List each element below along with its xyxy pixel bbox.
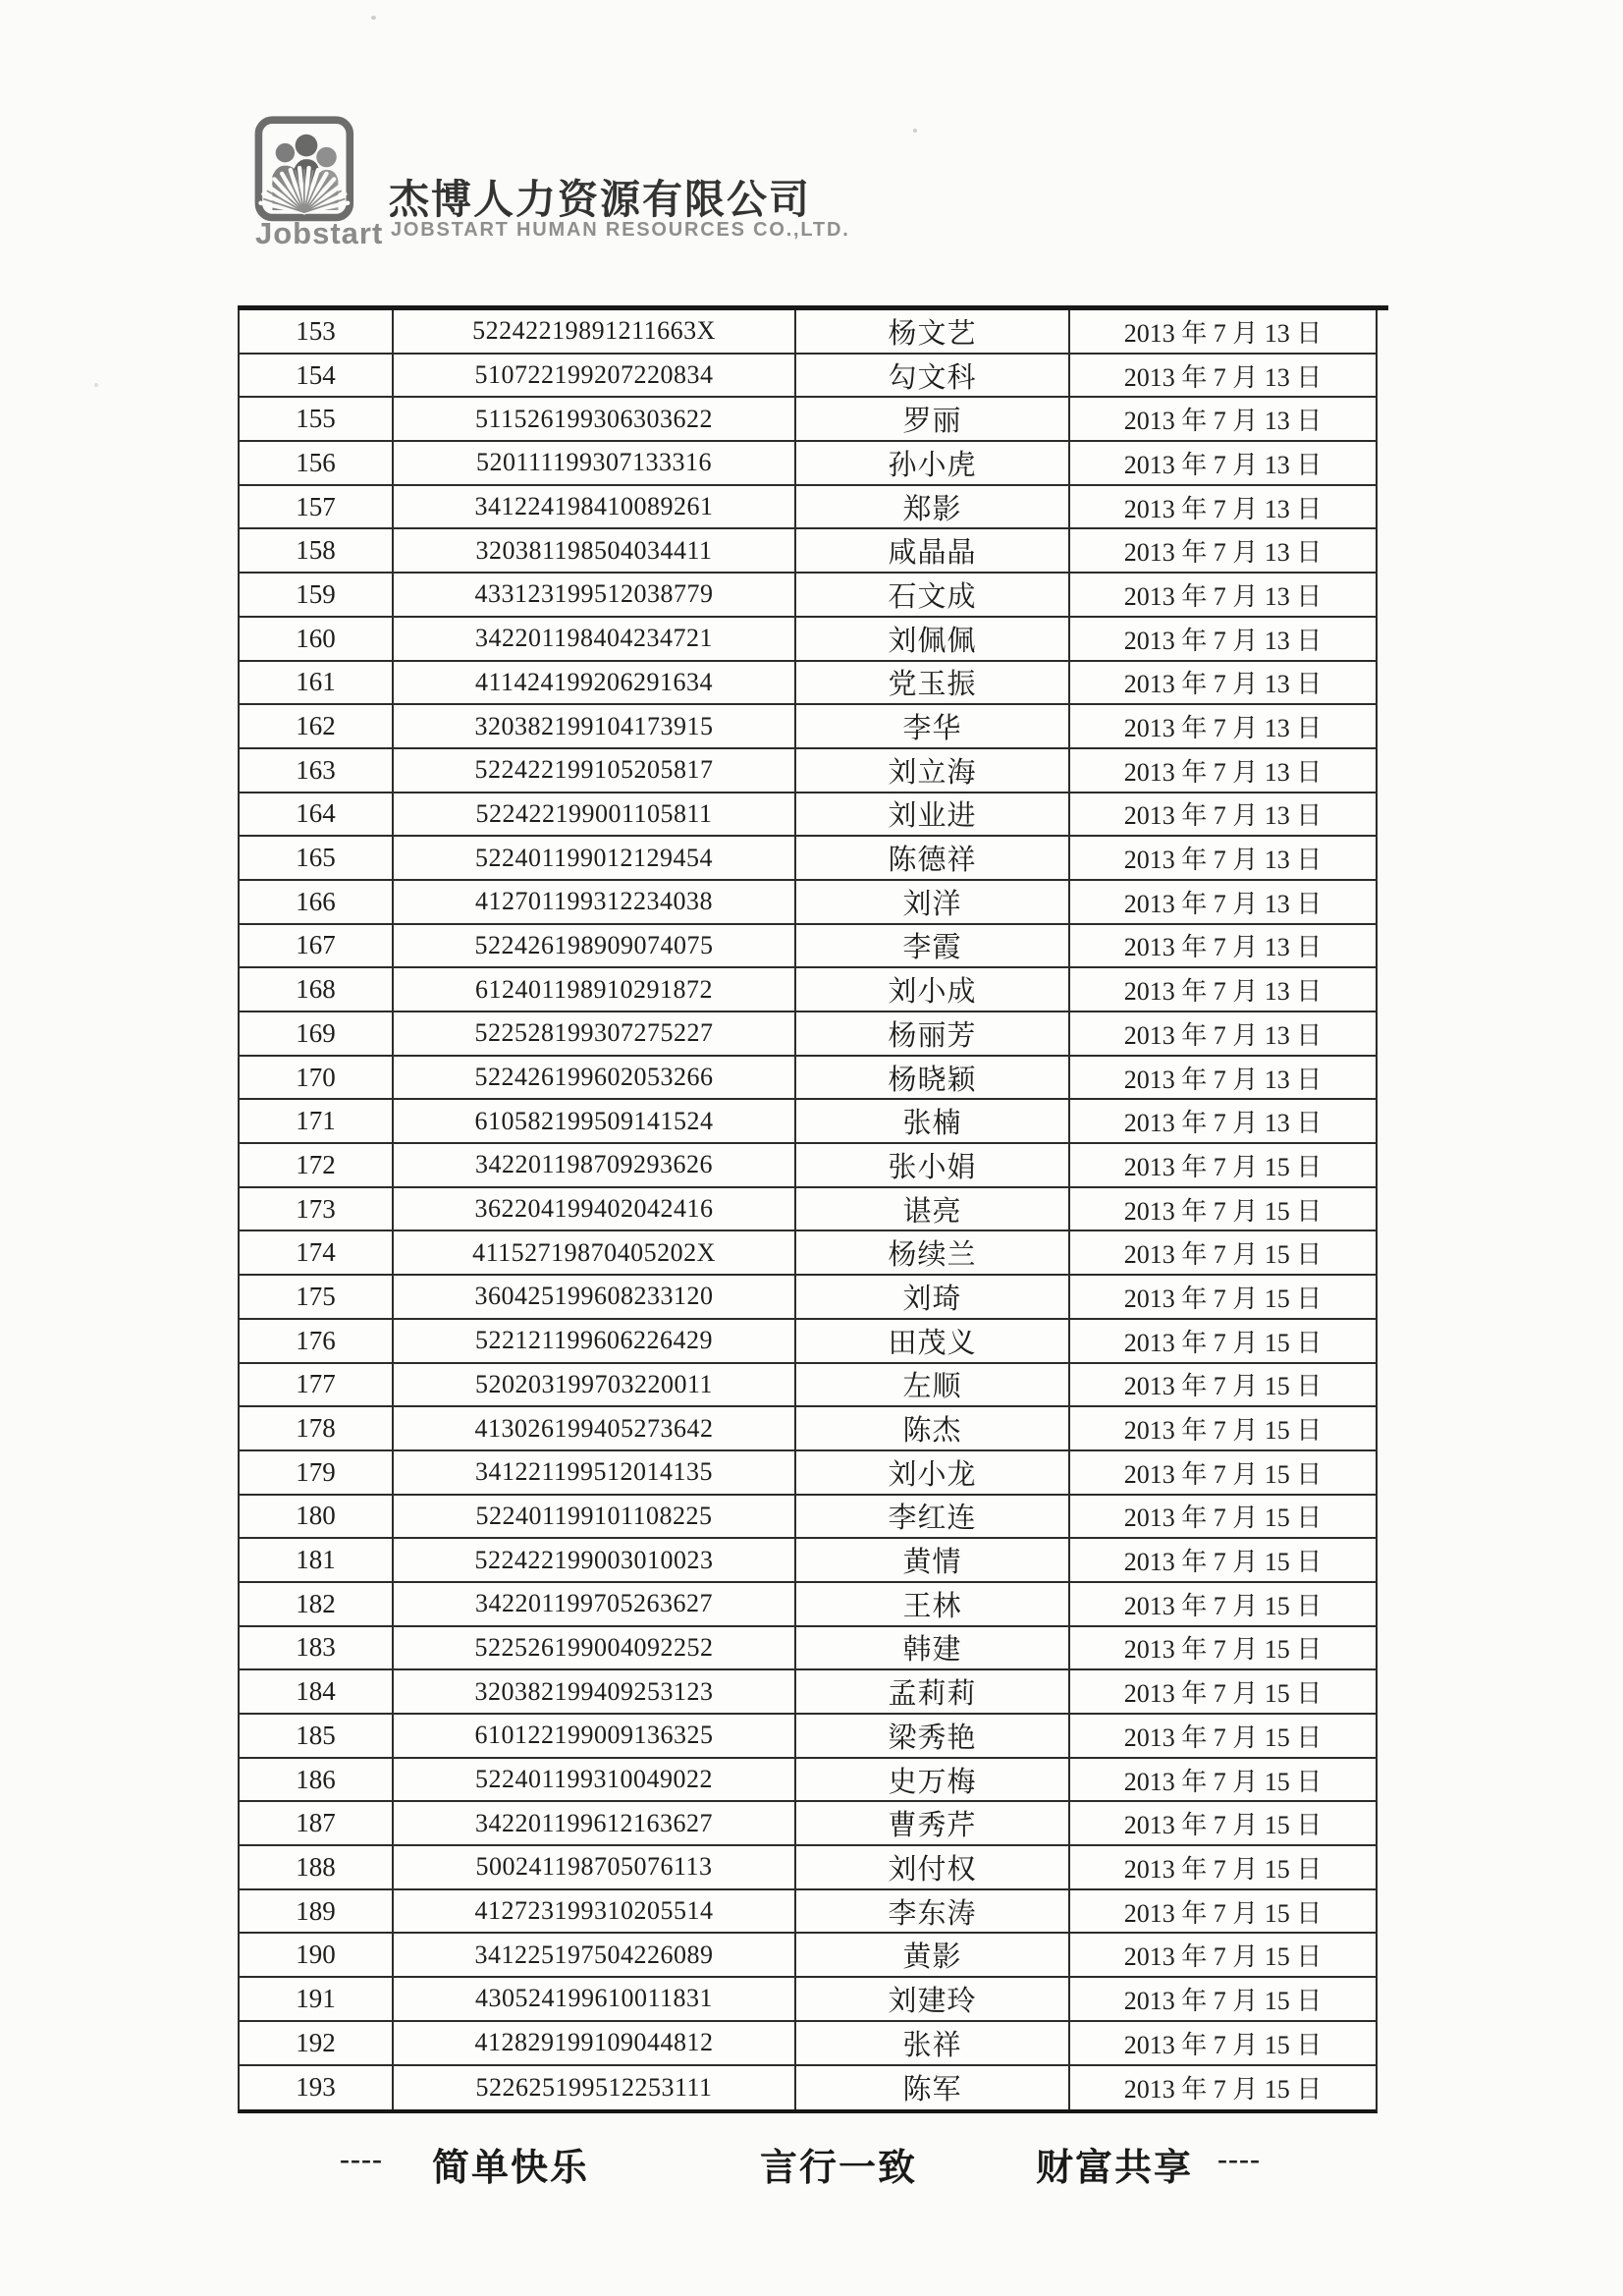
table-row — [240, 398, 1376, 442]
cell-person-name: 孟莉莉 — [796, 1670, 1070, 1713]
cell-id-number: 320381198504034411 — [394, 529, 796, 572]
table-row — [240, 1934, 1376, 1978]
cell-id-number: 522422199001105811 — [394, 793, 796, 836]
cell-id-number: 413026199405273642 — [394, 1407, 796, 1449]
logo-wordmark: Jobstart — [255, 216, 384, 250]
table-row — [240, 1231, 1376, 1276]
cell-person-name: 刘业进 — [796, 793, 1070, 836]
cell-date: 2013 年 7 月 15 日 — [1123, 1416, 1323, 1446]
cell-date: 2013 年 7 月 15 日 — [1123, 1854, 1323, 1884]
cell-date: 2013 年 7 月 13 日 — [1123, 670, 1323, 699]
cell-serial-number: 171 — [240, 1100, 394, 1142]
cell-date: 2013 年 7 月 15 日 — [1123, 1196, 1323, 1226]
cell-date: 2013 年 7 月 13 日 — [1123, 494, 1323, 523]
footer-slogan-2: 言行一致 — [760, 2148, 918, 2189]
table-row — [240, 1188, 1376, 1232]
table-row — [240, 1978, 1376, 2022]
cell-serial-number: 179 — [240, 1451, 394, 1494]
cell-date: 2013 年 7 月 13 日 — [1123, 714, 1323, 743]
table-row — [240, 1802, 1376, 1846]
cell-id-number: 610582199509141524 — [394, 1100, 796, 1142]
table-row — [240, 2066, 1376, 2110]
cell-id-number: 412701199312234038 — [394, 881, 796, 923]
cell-id-number: 430524199610011831 — [394, 1978, 796, 2020]
cell-person-name: 韩建 — [796, 1627, 1070, 1669]
cell-id-number: 41152719870405202X — [394, 1231, 796, 1274]
cell-person-name: 刘小成 — [796, 968, 1070, 1011]
cell-person-name: 史万梅 — [796, 1759, 1070, 1801]
cell-person-name: 陈军 — [796, 2066, 1070, 2110]
table-row — [240, 442, 1376, 486]
cell-id-number: 520111199307133316 — [394, 442, 796, 484]
cell-person-name: 左顺 — [796, 1364, 1070, 1406]
cell-date: 2013 年 7 月 15 日 — [1123, 1284, 1323, 1313]
cell-id-number: 320382199409253123 — [394, 1670, 796, 1713]
cell-person-name: 孙小虎 — [796, 442, 1070, 484]
cell-id-number: 520203199703220011 — [394, 1364, 796, 1406]
cell-date: 2013 年 7 月 13 日 — [1123, 450, 1323, 479]
roster-table-body — [240, 310, 1376, 2109]
cell-serial-number: 191 — [240, 1978, 394, 2020]
cell-id-number: 52242219891211663X — [394, 310, 796, 353]
cell-id-number: 522625199512253111 — [394, 2066, 796, 2110]
footer-slogan-3: 财富共享 — [1036, 2148, 1194, 2189]
cell-date: 2013 年 7 月 13 日 — [1123, 933, 1323, 962]
cell-id-number: 522426199602053266 — [394, 1057, 796, 1099]
cell-person-name: 刘付权 — [796, 1846, 1070, 1888]
cell-person-name: 黄情 — [796, 1539, 1070, 1581]
cell-id-number: 522422199003010023 — [394, 1539, 796, 1581]
table-row — [240, 925, 1376, 969]
cell-serial-number: 184 — [240, 1670, 394, 1713]
company-name-chinese: 杰博人力资源有限公司 — [389, 177, 811, 222]
cell-date: 2013 年 7 月 15 日 — [1123, 1635, 1323, 1665]
cell-id-number: 341221199512014135 — [394, 1451, 796, 1494]
cell-person-name: 王林 — [796, 1583, 1070, 1625]
cell-date: 2013 年 7 月 13 日 — [1123, 846, 1323, 875]
table-row — [240, 1715, 1376, 1759]
table-row — [240, 1100, 1376, 1144]
cell-person-name: 张祥 — [796, 2022, 1070, 2064]
table-row — [240, 1364, 1376, 1408]
cell-id-number: 610122199009136325 — [394, 1715, 796, 1757]
cell-serial-number: 166 — [240, 881, 394, 923]
cell-date: 2013 年 7 月 13 日 — [1123, 757, 1323, 787]
cell-date: 2013 年 7 月 15 日 — [1123, 1811, 1323, 1840]
cell-serial-number: 165 — [240, 837, 394, 879]
cell-serial-number: 161 — [240, 662, 394, 704]
cell-serial-number: 156 — [240, 442, 394, 484]
cell-serial-number: 167 — [240, 925, 394, 967]
cell-id-number: 342201198709293626 — [394, 1144, 796, 1186]
cell-person-name: 杨晓颖 — [796, 1057, 1070, 1099]
cell-person-name: 刘建玲 — [796, 1978, 1070, 2020]
table-row — [240, 1407, 1376, 1451]
cell-person-name: 张小娟 — [796, 1144, 1070, 1186]
cell-date: 2013 年 7 月 13 日 — [1123, 1065, 1323, 1094]
table-row — [240, 1276, 1376, 1320]
table-row — [240, 662, 1376, 706]
cell-person-name: 郑影 — [796, 486, 1070, 528]
cell-id-number: 320382199104173915 — [394, 705, 796, 747]
cell-serial-number: 169 — [240, 1012, 394, 1055]
roster-table — [238, 310, 1378, 2113]
cell-id-number: 511526199306303622 — [394, 398, 796, 440]
cell-person-name: 曹秀芹 — [796, 1802, 1070, 1844]
cell-serial-number: 163 — [240, 749, 394, 792]
cell-serial-number: 180 — [240, 1496, 394, 1538]
jobstart-logo-icon — [253, 116, 359, 226]
cell-person-name: 李霞 — [796, 925, 1070, 967]
cell-serial-number: 157 — [240, 486, 394, 528]
cell-date: 2013 年 7 月 15 日 — [1123, 1503, 1323, 1533]
cell-serial-number: 159 — [240, 574, 394, 616]
table-row — [240, 1144, 1376, 1188]
cell-date: 2013 年 7 月 13 日 — [1123, 1020, 1323, 1050]
cell-serial-number: 173 — [240, 1188, 394, 1230]
cell-id-number: 342201199705263627 — [394, 1583, 796, 1625]
footer-dashes-left: ---- — [340, 2143, 383, 2175]
table-row — [240, 1846, 1376, 1890]
cell-serial-number: 164 — [240, 793, 394, 836]
table-row — [240, 1539, 1376, 1583]
cell-id-number: 412829199109044812 — [394, 2022, 796, 2064]
cell-person-name: 谌亮 — [796, 1188, 1070, 1230]
cell-id-number: 411424199206291634 — [394, 662, 796, 704]
scan-speck — [94, 383, 98, 387]
cell-date: 2013 年 7 月 15 日 — [1123, 2030, 1323, 2059]
cell-serial-number: 183 — [240, 1627, 394, 1669]
cell-id-number: 342201198404234721 — [394, 618, 796, 660]
cell-serial-number: 168 — [240, 968, 394, 1011]
table-row — [240, 355, 1376, 399]
table-row — [240, 529, 1376, 574]
cell-person-name: 刘小龙 — [796, 1451, 1070, 1494]
cell-id-number: 510722199207220834 — [394, 355, 796, 397]
footer-dashes-right: ---- — [1217, 2143, 1261, 2175]
cell-date: 2013 年 7 月 13 日 — [1123, 407, 1323, 436]
cell-date: 2013 年 7 月 15 日 — [1123, 1942, 1323, 1972]
scan-speck — [371, 16, 376, 20]
table-row — [240, 310, 1376, 355]
cell-date: 2013 年 7 月 13 日 — [1123, 626, 1323, 655]
cell-date: 2013 年 7 月 13 日 — [1123, 318, 1323, 348]
cell-date: 2013 年 7 月 13 日 — [1123, 1109, 1323, 1138]
cell-person-name: 刘立海 — [796, 749, 1070, 792]
cell-person-name: 陈杰 — [796, 1407, 1070, 1449]
cell-serial-number: 155 — [240, 398, 394, 440]
cell-date: 2013 年 7 月 15 日 — [1123, 1986, 1323, 2015]
cell-person-name: 勾文科 — [796, 355, 1070, 397]
cell-date: 2013 年 7 月 15 日 — [1123, 2075, 1323, 2105]
cell-person-name: 陈德祥 — [796, 837, 1070, 879]
cell-id-number: 412723199310205514 — [394, 1890, 796, 1933]
cell-serial-number: 162 — [240, 705, 394, 747]
cell-serial-number: 182 — [240, 1583, 394, 1625]
cell-id-number: 522121199606226429 — [394, 1320, 796, 1362]
footer-slogan-1: 简单快乐 — [432, 2148, 590, 2189]
cell-date: 2013 年 7 月 13 日 — [1123, 977, 1323, 1007]
cell-serial-number: 192 — [240, 2022, 394, 2064]
cell-id-number: 341224198410089261 — [394, 486, 796, 528]
company-name-english: JOBSTART HUMAN RESOURCES CO.,LTD. — [391, 219, 850, 241]
cell-person-name: 党玉振 — [796, 662, 1070, 704]
cell-date: 2013 年 7 月 15 日 — [1123, 1328, 1323, 1357]
table-row — [240, 1057, 1376, 1101]
cell-serial-number: 193 — [240, 2066, 394, 2110]
table-row — [240, 574, 1376, 618]
cell-serial-number: 170 — [240, 1057, 394, 1099]
cell-person-name: 刘洋 — [796, 881, 1070, 923]
cell-id-number: 341225197504226089 — [394, 1934, 796, 1976]
cell-date: 2013 年 7 月 15 日 — [1123, 1459, 1323, 1489]
cell-person-name: 张楠 — [796, 1100, 1070, 1142]
cell-person-name: 杨续兰 — [796, 1231, 1070, 1274]
cell-serial-number: 181 — [240, 1539, 394, 1581]
cell-date: 2013 年 7 月 15 日 — [1123, 1548, 1323, 1577]
cell-serial-number: 158 — [240, 529, 394, 572]
cell-person-name: 石文成 — [796, 574, 1070, 616]
cell-date: 2013 年 7 月 15 日 — [1123, 1240, 1323, 1270]
cell-id-number: 522528199307275227 — [394, 1012, 796, 1055]
table-row — [240, 793, 1376, 838]
cell-serial-number: 186 — [240, 1759, 394, 1801]
cell-serial-number: 153 — [240, 310, 394, 353]
cell-serial-number: 185 — [240, 1715, 394, 1757]
cell-id-number: 360425199608233120 — [394, 1276, 796, 1318]
cell-person-name: 李红连 — [796, 1496, 1070, 1538]
table-row — [240, 749, 1376, 793]
cell-id-number: 612401198910291872 — [394, 968, 796, 1011]
cell-person-name: 李东涛 — [796, 1890, 1070, 1933]
cell-serial-number: 188 — [240, 1846, 394, 1888]
cell-person-name: 咸晶晶 — [796, 529, 1070, 572]
cell-id-number: 522426198909074075 — [394, 925, 796, 967]
cell-id-number: 522422199105205817 — [394, 749, 796, 792]
cell-serial-number: 175 — [240, 1276, 394, 1318]
cell-id-number: 522401199101108225 — [394, 1496, 796, 1538]
cell-date: 2013 年 7 月 15 日 — [1123, 1898, 1323, 1928]
table-row — [240, 486, 1376, 530]
cell-serial-number: 187 — [240, 1802, 394, 1844]
table-row — [240, 1583, 1376, 1627]
cell-serial-number: 178 — [240, 1407, 394, 1449]
cell-date: 2013 年 7 月 15 日 — [1123, 1591, 1323, 1620]
cell-date: 2013 年 7 月 13 日 — [1123, 581, 1323, 611]
table-row — [240, 881, 1376, 925]
cell-serial-number: 177 — [240, 1364, 394, 1406]
cell-person-name: 黄影 — [796, 1934, 1070, 1976]
table-row — [240, 1451, 1376, 1496]
table-row — [240, 1759, 1376, 1803]
table-row — [240, 1627, 1376, 1671]
cell-id-number: 522401199310049022 — [394, 1759, 796, 1801]
cell-serial-number: 172 — [240, 1144, 394, 1186]
cell-date: 2013 年 7 月 15 日 — [1123, 1152, 1323, 1181]
table-row — [240, 705, 1376, 749]
cell-id-number: 522526199004092252 — [394, 1627, 796, 1669]
cell-person-name: 李华 — [796, 705, 1070, 747]
cell-serial-number: 154 — [240, 355, 394, 397]
cell-person-name: 杨丽芳 — [796, 1012, 1070, 1055]
table-row — [240, 1496, 1376, 1540]
cell-date: 2013 年 7 月 13 日 — [1123, 538, 1323, 568]
table-row — [240, 968, 1376, 1012]
cell-serial-number: 190 — [240, 1934, 394, 1976]
table-row — [240, 2022, 1376, 2066]
cell-date: 2013 年 7 月 13 日 — [1123, 889, 1323, 918]
cell-id-number: 362204199402042416 — [394, 1188, 796, 1230]
cell-person-name: 刘琦 — [796, 1276, 1070, 1318]
cell-id-number: 500241198705076113 — [394, 1846, 796, 1888]
cell-date: 2013 年 7 月 13 日 — [1123, 801, 1323, 831]
table-row — [240, 618, 1376, 662]
scan-speck — [913, 129, 917, 133]
cell-id-number: 342201199612163627 — [394, 1802, 796, 1844]
cell-date: 2013 年 7 月 15 日 — [1123, 1767, 1323, 1796]
table-row — [240, 1670, 1376, 1715]
cell-person-name: 梁秀艳 — [796, 1715, 1070, 1757]
cell-person-name: 杨文艺 — [796, 310, 1070, 353]
table-row — [240, 1890, 1376, 1935]
cell-serial-number: 160 — [240, 618, 394, 660]
cell-date: 2013 年 7 月 15 日 — [1123, 1679, 1323, 1709]
cell-date: 2013 年 7 月 15 日 — [1123, 1722, 1323, 1752]
cell-date: 2013 年 7 月 15 日 — [1123, 1372, 1323, 1401]
cell-id-number: 433123199512038779 — [394, 574, 796, 616]
table-row — [240, 1012, 1376, 1057]
cell-date: 2013 年 7 月 13 日 — [1123, 362, 1323, 392]
cell-person-name: 田茂义 — [796, 1320, 1070, 1362]
table-row — [240, 1320, 1376, 1364]
cell-person-name: 罗丽 — [796, 398, 1070, 440]
table-row — [240, 837, 1376, 881]
cell-id-number: 522401199012129454 — [394, 837, 796, 879]
cell-person-name: 刘佩佩 — [796, 618, 1070, 660]
cell-serial-number: 189 — [240, 1890, 394, 1933]
cell-serial-number: 174 — [240, 1231, 394, 1274]
cell-serial-number: 176 — [240, 1320, 394, 1362]
